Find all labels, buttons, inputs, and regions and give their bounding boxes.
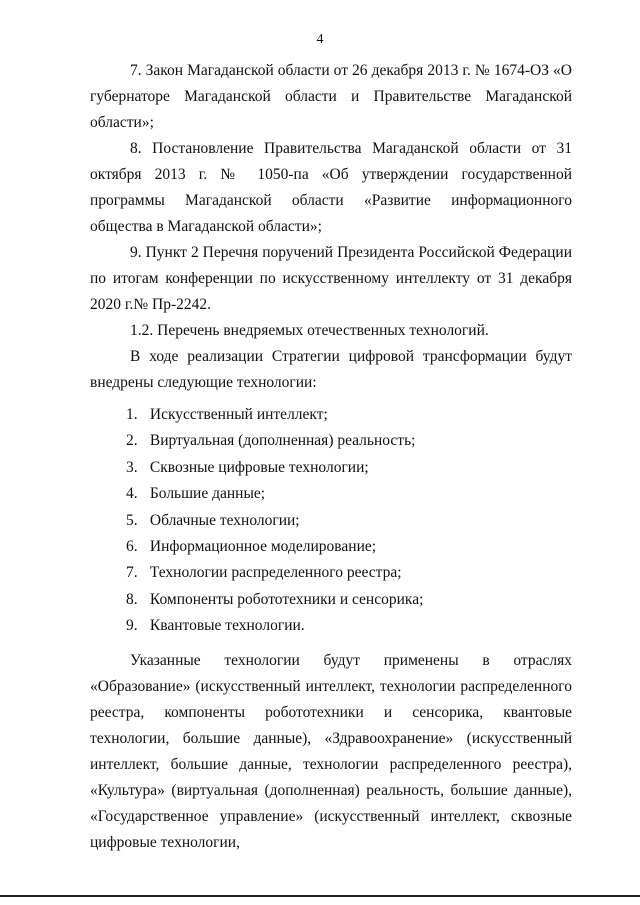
list-item: 9. Квантовые технологии. <box>126 617 305 635</box>
list-item: 5. Облачные технологии; <box>126 511 300 529</box>
paragraph-item-9: 9. Пункт 2 Перечня поручений Президента Российской Федерации по итогам конференции по искусственному интеллекту от 31 декабря 2020 г.№ Пр-2242. <box>90 244 572 313</box>
technologies-intro: В ходе реализации Стратегии цифровой трансформации будут внедрены следующие технологии: <box>90 348 572 391</box>
list-item: 1. Искусственный интеллект; <box>126 406 328 423</box>
paragraph-item-8: 8. Постановление Правительства Магаданской области от 31 октября 2013 г. № 1050-па «Об утверждении государственной программы Магаданской области «Развитие информационного общества в Магаданской области»; <box>90 140 572 235</box>
list-item: 6. Информационное моделирование; <box>126 537 377 555</box>
list-item: 7. Технологии распределенного реестра; <box>126 564 402 582</box>
section-heading: 1.2. Перечень внедряемых отечественных технологий. <box>130 322 489 339</box>
technologies-list <box>90 402 572 640</box>
page-number: 4 <box>316 32 324 47</box>
paragraph-item-7: 7. Закон Магаданской области от 26 декабря 2013 г. № 1674-ОЗ «О губернаторе Магаданской области и Правительстве Магаданской области»; <box>90 62 572 131</box>
list-item: 2. Виртуальная (дополненная) реальность; <box>126 432 416 450</box>
list-item: 3. Сквозные цифровые технологии; <box>126 458 369 476</box>
list-item: 8. Компоненты робототехники и сенсорика; <box>126 590 424 608</box>
list-item: 4. Большие данные; <box>126 485 266 503</box>
sectors-paragraph: Указанные технологии будут применены в отраслях «Образование» (искусственный интеллект, технологии распределенного реестра, компоненты робототехники и сенсорика, квантовые технологии, большие данные), «Здравоохранение» (искусственный интеллект, большие данные, технологии распределенного реестра), «Культура» (виртуальная (дополненная) реальность, большие данные), «Государственное управление» (искусственный интеллект, сквозные цифровые технологии, <box>90 651 572 851</box>
page-bottom-border <box>0 895 640 897</box>
document-body <box>90 58 572 856</box>
